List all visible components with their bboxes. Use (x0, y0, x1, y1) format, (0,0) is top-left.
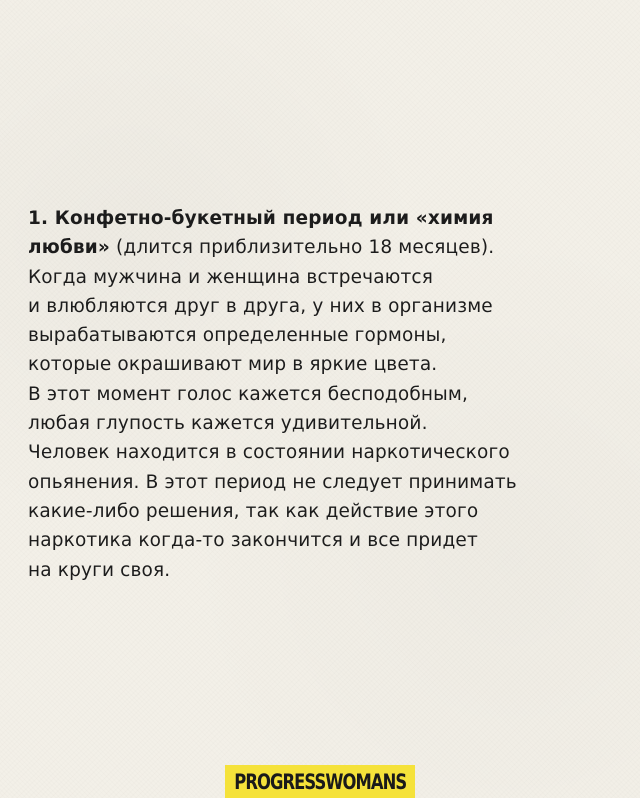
text-line: Когда мужчина и женщина встречаются (28, 266, 433, 288)
text-line: вырабатываются определенные гормоны, (28, 325, 447, 347)
section-heading: 1. Конфетно-букетный период или «химия (28, 208, 494, 229)
text-line: опьянения. В этот период не следует принимать (28, 471, 517, 493)
text-line: которые окрашивают мир в яркие цвета. (28, 354, 438, 376)
article-text (28, 204, 618, 585)
brand-logo (225, 765, 415, 798)
text-line: Человек находится в состоянии наркотического (28, 442, 510, 464)
duration-note: (длится приблизительно 18 месяцев). (109, 237, 495, 259)
text-line: В этот момент голос кажется бесподобным, (28, 383, 469, 405)
text-line: какие-либо решения, так как действие этого (28, 500, 479, 522)
text-line: наркотика когда-то закончится и все придет (28, 530, 478, 552)
text-line: любая глупость кажется удивительной. (28, 413, 428, 435)
section-heading-end: любви» (28, 237, 110, 259)
heading-line-1 (28, 204, 618, 233)
brand-name: PROGRESSWOMANS (233, 769, 407, 794)
text-line: на круги своя. (28, 559, 171, 581)
heading-line-2 (28, 233, 618, 262)
text-line: и влюбляются друг в друга, у них в организме (28, 295, 493, 317)
